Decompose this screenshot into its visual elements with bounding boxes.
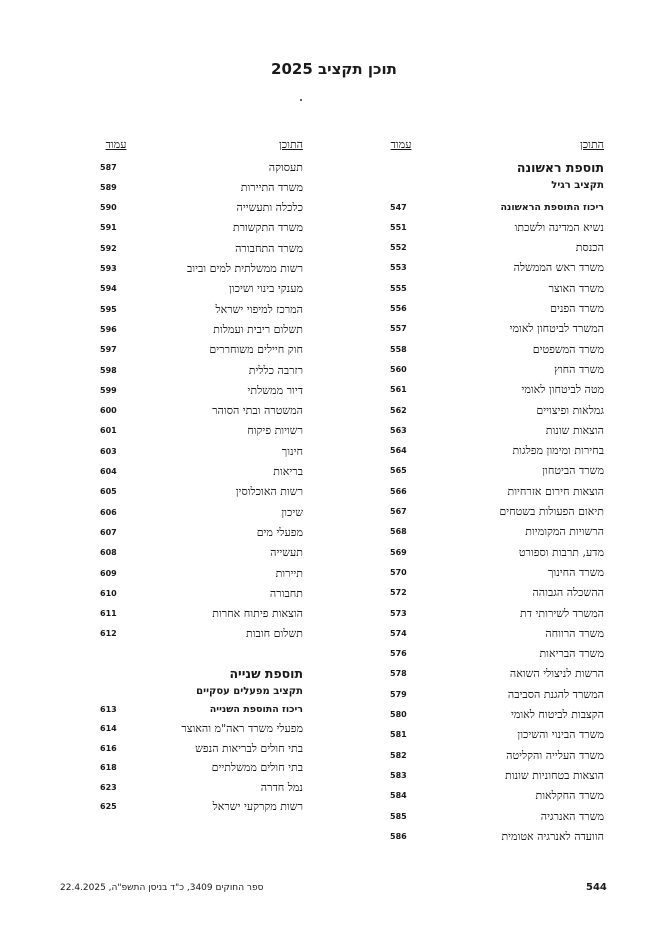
toc-entry: [390, 382, 604, 398]
toc-entry-label: רשות ממשלתית למים וביוב: [186, 262, 303, 275]
toc-entry: [100, 342, 303, 358]
toc-entry-label: מפעלי משרד ראה"מ והאוצר: [181, 722, 303, 735]
toc-entry-label: בתי חולים ממשלתיים: [211, 761, 303, 774]
toc-entry: [390, 727, 604, 743]
toc-entry-label: הוצאות שונות: [545, 423, 604, 437]
toc-entry-label: משרד התקשורת: [232, 221, 303, 235]
toc-entry-page: 561: [390, 385, 407, 395]
toc-entry-label: המרכז למיפוי ישראל: [215, 302, 303, 316]
toc-entry-label: מטה לביטחון לאומי: [521, 383, 604, 397]
toc-entry-page: 613: [100, 704, 117, 714]
toc-entry: [100, 626, 303, 642]
toc-entry-label: משרד הרווחה: [545, 626, 604, 640]
decorative-dot: [300, 99, 302, 101]
toc-entry: [390, 564, 604, 580]
toc-entry-page: 586: [390, 831, 407, 841]
toc-entry: [390, 301, 604, 317]
toc-entry-label: הוועדה לאנרגיה אטומית: [501, 829, 604, 843]
toc-entry-page: 590: [100, 203, 117, 213]
toc-entry: [390, 341, 604, 357]
toc-entry-page: 582: [390, 750, 407, 760]
toc-entry: [100, 159, 303, 175]
toc-entry: [390, 544, 604, 560]
toc-entry: [100, 443, 303, 459]
toc-entry-page: 587: [100, 162, 117, 172]
toc-entry-page: 596: [100, 324, 117, 334]
toc-entry: [390, 646, 604, 662]
toc-entry-label: תעסוקה: [268, 160, 303, 174]
toc-entry-label: חינוך: [281, 444, 303, 458]
toc-entry: [100, 484, 303, 500]
toc-entry-page: 556: [390, 304, 407, 313]
toc-entry-label: משרד ראש הממשלה: [513, 261, 604, 275]
toc-entry-label: רשויות פיקוח: [247, 424, 303, 438]
toc-entry: [390, 808, 604, 824]
toc-entry-page: 604: [100, 467, 117, 476]
toc-entry-page: 606: [100, 507, 117, 517]
toc-entry-label: משרד המשפטים: [532, 342, 604, 356]
toc-entry: [390, 767, 604, 783]
toc-entry-label: כלכלה ותעשייה: [236, 201, 303, 215]
toc-entry-label: משרד הביטחון: [542, 464, 604, 478]
toc-entry-label: הרשות לניצולי השואה: [509, 667, 604, 681]
toc-entry: [390, 707, 604, 723]
toc-entry: [100, 179, 303, 195]
toc-entry-label: המשרד להגנת הסביבה: [507, 687, 604, 701]
toc-entry: [390, 747, 604, 763]
toc-entry-label: תיירות: [275, 566, 303, 580]
toc-entry: [390, 483, 604, 499]
toc-entry: [390, 321, 604, 337]
toc-entry-page: 552: [390, 243, 407, 253]
toc-entry-page: 563: [390, 425, 407, 435]
toc-entry-page: 565: [390, 466, 407, 476]
toc-entry: [100, 403, 303, 419]
toc-entry-label: רזרבה כללית: [248, 363, 303, 377]
toc-entry-page: 551: [390, 222, 407, 232]
toc-entry: [100, 240, 303, 256]
toc-entry-page: 576: [390, 649, 407, 659]
toc-entry-page: 573: [390, 608, 407, 618]
toc-entry-label: ריכוז התוספת השנייה: [209, 703, 303, 715]
toc-entry-page: 562: [390, 405, 407, 415]
toc-entry: [100, 382, 303, 398]
toc-entry-label: משרד התיירות: [240, 180, 303, 194]
toc-entry: [100, 760, 303, 776]
toc-entry-page: 589: [100, 182, 117, 192]
toc-entry-label: משרד האוצר: [548, 281, 604, 295]
toc-entry-label: משרד האנרגיה: [540, 809, 604, 823]
toc-entry-page: 618: [100, 763, 117, 772]
toc-entry-page: 598: [100, 365, 117, 375]
toc-entry-page: 547: [390, 202, 407, 212]
toc-entry-page: 558: [390, 344, 407, 354]
toc-entry-page: 612: [100, 629, 117, 639]
toc-entry-page: 591: [100, 223, 117, 233]
toc-entry-page: 593: [100, 264, 117, 273]
toc-entry: [100, 464, 303, 480]
toc-entry-page: 594: [100, 284, 117, 294]
toc-entry-page: 569: [390, 547, 407, 557]
subsection-title-regular: תקציב רגיל: [551, 180, 604, 191]
toc-entry-label: ריכוז התוספת הראשונה: [500, 201, 604, 213]
toc-entry-page: 592: [100, 243, 117, 253]
toc-entry: [390, 666, 604, 682]
toc-entry-page: 595: [100, 304, 117, 314]
toc-entry-label: משרד החוץ: [554, 362, 604, 376]
toc-entry-label: תשלום ריבית ועמלות: [213, 322, 303, 336]
toc-entry-page: 581: [390, 730, 407, 740]
toc-entry: [390, 605, 604, 621]
toc-entry: [100, 261, 303, 277]
toc-entry-label: משרד הפנים: [550, 302, 604, 315]
toc-entry-page: 564: [390, 446, 407, 456]
footer-page-number: 544: [586, 882, 607, 893]
toc-entry: [100, 565, 303, 581]
toc-entry-label: מענקי בינוי ושיכון: [228, 282, 303, 296]
section-title-second: תוספת שנייה: [229, 666, 303, 681]
toc-entry-label: הקצבות לביטוח לאומי: [510, 708, 604, 721]
toc-entry-page: 623: [100, 782, 117, 792]
toc-entry-label: תשלום חובות: [246, 627, 303, 641]
toc-entry-label: המשרד לשירותי דת: [520, 606, 604, 620]
toc-entry-label: המשטרה ובתי הסוהר: [212, 404, 303, 418]
toc-entry-page: 560: [390, 364, 407, 374]
toc-entry-page: 601: [100, 426, 117, 436]
toc-entry: [100, 200, 303, 216]
toc-entry-page: 579: [390, 689, 407, 699]
toc-entry-page: 607: [100, 527, 117, 537]
toc-entry: [390, 280, 604, 296]
toc-entry-page: 566: [390, 486, 407, 496]
toc-entry-page: 625: [100, 802, 117, 811]
toc-entry-label: בריאות: [273, 465, 303, 478]
toc-entry-label: שיכון: [281, 505, 303, 519]
toc-entry: [100, 701, 303, 717]
toc-entry-label: בחירות ומימון מפלגות: [512, 444, 604, 458]
toc-entry-page: 555: [390, 283, 407, 293]
toc-entry-label: חוק חיילים משוחררים: [209, 343, 303, 357]
toc-entry-page: 616: [100, 743, 117, 753]
toc-entry-label: הרשויות המקומיות: [525, 525, 604, 539]
toc-entry-page: 574: [390, 628, 407, 638]
toc-entry-label: מדע, תרבות וספורט: [518, 545, 604, 559]
toc-entry-label: משרד התחבורה: [235, 241, 303, 255]
toc-entry-page: 557: [390, 324, 407, 334]
right-header-page: עמוד: [390, 138, 412, 151]
toc-entry-label: הוצאות בטחוניות שונות: [505, 768, 604, 782]
toc-entry-label: משרד העלייה והקליטה: [506, 748, 604, 762]
toc-entry: [100, 779, 303, 795]
toc-entry-label: נשיא המדינה ולשכתו: [514, 220, 604, 234]
toc-entry: [100, 321, 303, 337]
toc-entry: [390, 402, 604, 418]
toc-entry: [100, 740, 303, 756]
toc-entry: [390, 463, 604, 479]
toc-entry-page: 610: [100, 588, 117, 598]
toc-entry-page: 597: [100, 345, 117, 355]
toc-entry-page: 609: [100, 568, 117, 578]
toc-entry-page: 578: [390, 669, 407, 679]
toc-entry-page: 605: [100, 487, 117, 497]
toc-entry-page: 599: [100, 385, 117, 395]
toc-entry-page: 611: [100, 609, 117, 619]
toc-entry-page: 600: [100, 406, 117, 416]
toc-entry-label: בתי חולים לבריאות הנפש: [195, 741, 303, 755]
toc-entry-label: הוצאות פיתוח אחרות: [212, 607, 303, 621]
toc-entry-label: משרד החינוך: [547, 565, 604, 579]
toc-entry: [100, 585, 303, 601]
toc-entry: [390, 260, 604, 276]
toc-entry: [390, 199, 604, 215]
toc-entry-page: 585: [390, 811, 407, 821]
toc-entry-page: 608: [100, 548, 117, 558]
left-header-page: עמוד: [105, 138, 127, 151]
toc-entry-label: תיאום הפעולות בשטחים: [499, 505, 604, 518]
toc-entry: [390, 240, 604, 256]
toc-entry: [390, 828, 604, 844]
toc-entry-label: הכנסת: [575, 241, 604, 255]
toc-entry: [100, 524, 303, 540]
footer-publication: ספר החוקים 3409, כ"ד בניסן התשפ"ה, 22.4.2025: [60, 883, 264, 893]
toc-entry: [100, 301, 303, 317]
toc-entry-page: 584: [390, 791, 407, 801]
toc-entry-label: המשרד לביטחון לאומי: [509, 322, 604, 336]
toc-entry: [390, 686, 604, 702]
toc-entry-label: הוצאות חירום אזרחיות: [507, 484, 604, 498]
toc-entry: [390, 625, 604, 641]
toc-entry-page: 553: [390, 263, 407, 273]
page-title: תוכן תקציב 2025: [271, 60, 397, 78]
toc-entry-label: משרד החקלאות: [535, 789, 604, 803]
toc-entry-page: 580: [390, 710, 407, 719]
toc-entry-label: משרד הבינוי והשיכון: [517, 728, 604, 742]
toc-entry-label: תחבורה: [269, 586, 303, 600]
toc-entry-label: גמלאות ופיצויים: [536, 403, 604, 417]
toc-entry: [390, 443, 604, 459]
right-header-content: התוכן: [579, 138, 604, 151]
left-header-content: התוכן: [278, 138, 303, 151]
toc-entry-label: מפעלי מים: [256, 525, 303, 539]
toc-entry: [100, 423, 303, 439]
toc-entry: [100, 504, 303, 520]
toc-entry-page: 614: [100, 724, 117, 733]
toc-entry-label: תעשייה: [270, 546, 303, 560]
toc-entry: [390, 361, 604, 377]
toc-entry: [100, 545, 303, 561]
toc-entry: [100, 220, 303, 236]
toc-entry-label: נמל חדרה: [260, 780, 303, 794]
toc-entry-label: ההשכלה הגבוהה: [532, 586, 604, 600]
toc-entry-page: 568: [390, 527, 407, 537]
toc-entry-page: 583: [390, 770, 407, 780]
toc-entry: [390, 585, 604, 601]
toc-entry-page: 572: [390, 588, 407, 598]
toc-entry: [100, 721, 303, 737]
toc-entry: [390, 524, 604, 540]
toc-entry: [390, 422, 604, 438]
toc-entry: [100, 362, 303, 378]
subsection-title-business: תקציב מפעלים עסקיים: [196, 686, 303, 697]
toc-entry: [100, 606, 303, 622]
toc-entry: [100, 799, 303, 815]
toc-entry: [100, 281, 303, 297]
toc-entry: [390, 219, 604, 235]
toc-entry-page: 567: [390, 507, 407, 516]
toc-entry-label: משרד הבריאות: [539, 647, 604, 661]
toc-entry: [390, 788, 604, 804]
toc-entry-page: 570: [390, 567, 407, 577]
toc-entry: [390, 504, 604, 520]
toc-entry-page: 603: [100, 446, 117, 456]
section-title-first: תוספת ראשונה: [516, 160, 604, 175]
toc-entry-label: רשות מקרקעי ישראל: [212, 800, 303, 813]
toc-entry-label: דיור ממשלתי: [247, 383, 303, 397]
toc-entry-label: רשות האוכלוסין: [235, 485, 303, 499]
